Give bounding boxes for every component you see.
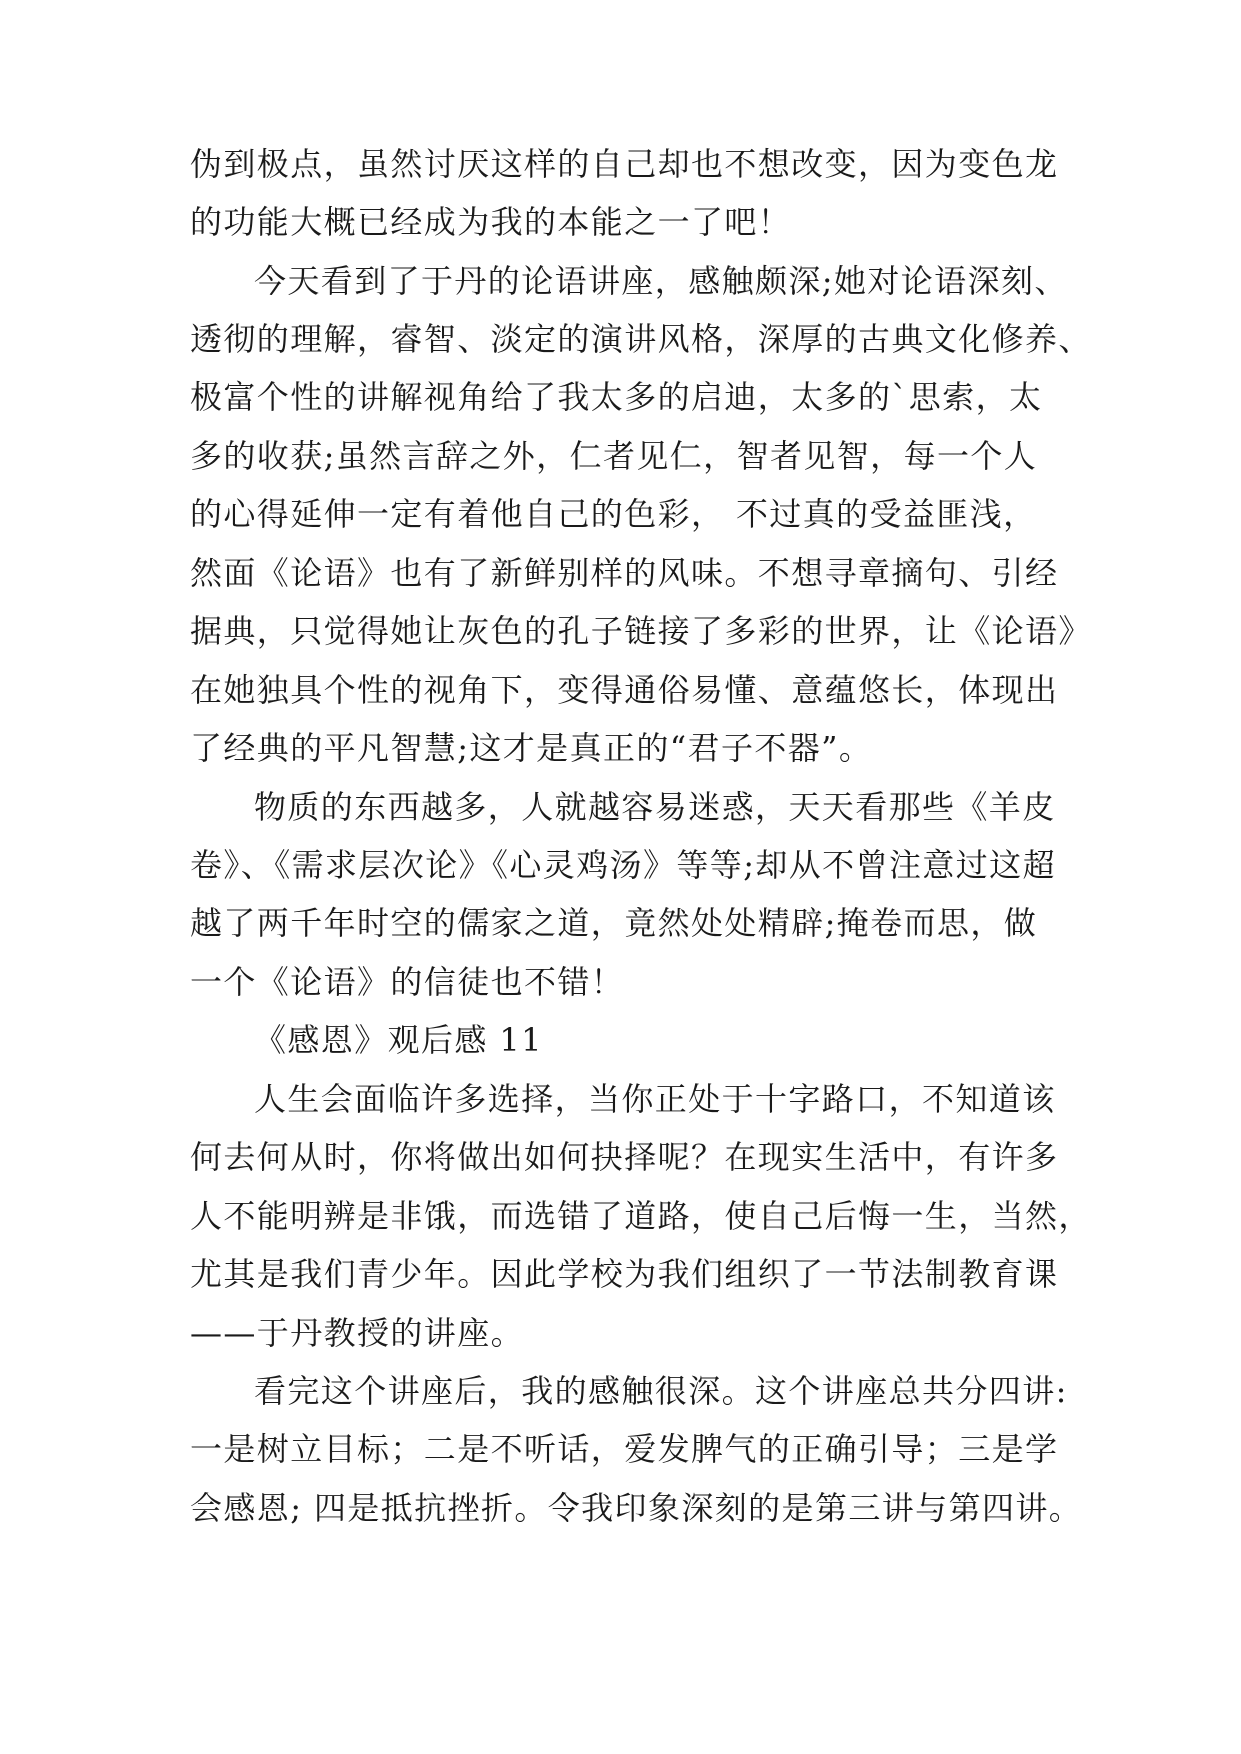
text-line: 然面《论语》也有了新鲜别样的风味。不想寻章摘句、引经	[190, 554, 1059, 592]
paragraph-start-line: 物质的东西越多，人就越容易迷惑，天天看那些《羊皮	[254, 788, 1056, 826]
text-line: 了经典的平凡智慧;这才是真正的“君子不器”。	[190, 729, 873, 767]
text-line: 伪到极点，虽然讨厌这样的自己却也不想改变，因为变色龙	[190, 145, 1059, 183]
text-line: 越了两千年时空的儒家之道，竟然处处精辟;掩卷而思，做	[190, 904, 1038, 942]
text-line: 一个《论语》的信徒也不错！	[190, 963, 625, 1001]
text-line: 尤其是我们青少年。因此学校为我们组织了一节法制教育课	[190, 1255, 1059, 1293]
text-line: 据典，只觉得她让灰色的孔子链接了多彩的世界，让《论语》	[190, 612, 1092, 650]
text-line: 一是树立目标；二是不听话，爱发脾气的正确引导；三是学	[190, 1430, 1059, 1468]
text-line: ——于丹教授的讲座。	[190, 1314, 525, 1352]
text-line: 在她独具个性的视角下，变得通俗易懂、意蕴悠长，体现出	[190, 671, 1059, 709]
text-line: 透彻的理解，睿智、淡定的演讲风格，深厚的古典文化修养、	[190, 320, 1092, 358]
text-line: 会感恩; 四是抵抗挫折。令我印象深刻的是第三讲与第四讲。	[190, 1489, 1083, 1527]
paragraph-start-line: 今天看到了于丹的论语讲座，感触颇深;她对论语深刻、	[254, 262, 1068, 300]
text-line: 多的收获;虽然言辞之外，仁者见仁，智者见智，每一个人	[190, 437, 1038, 475]
section-heading: 《感恩》观后感 11	[254, 1021, 543, 1059]
paragraph-start-line: 看完这个讲座后，我的感触很深。这个讲座总共分四讲:	[254, 1372, 1068, 1410]
text-line: 人不能明辨是非饿，而选错了道路，使自己后悔一生，当然，	[190, 1197, 1092, 1235]
text-line: 卷》、《需求层次论》《心灵鸡汤》等等;却从不曾注意过这超	[190, 846, 1056, 884]
paragraph-start-line: 人生会面临许多选择，当你正处于十字路口，不知道该	[254, 1080, 1056, 1118]
text-line: 的心得延伸一定有着他自己的色彩， 不过真的受益匪浅，	[190, 495, 1037, 533]
text-line: 极富个性的讲解视角给了我太多的启迪，太多的`思索，太	[190, 378, 1043, 416]
text-line: 何去何从时，你将做出如何抉择呢？在现实生活中，有许多	[190, 1138, 1059, 1176]
text-line: 的功能大概已经成为我的本能之一了吧！	[190, 203, 792, 241]
